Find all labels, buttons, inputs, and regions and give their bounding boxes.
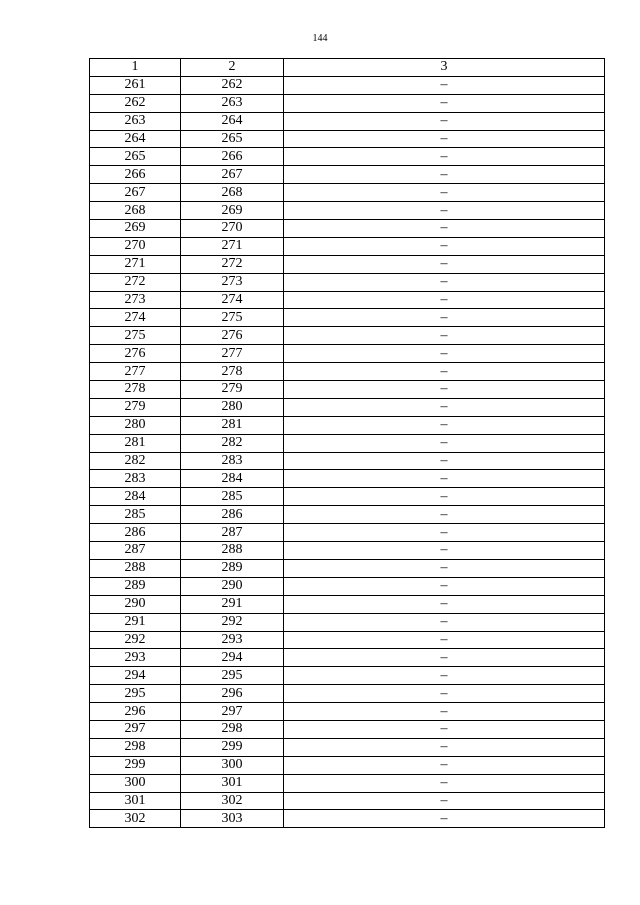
table-cell-col-2: 263 (181, 94, 284, 112)
table-cell-col-2: 287 (181, 524, 284, 542)
table-cell-col-2: 295 (181, 667, 284, 685)
table-row (90, 76, 605, 94)
table-cell-col-1: 277 (90, 363, 181, 381)
table-cell-col-2: 293 (181, 631, 284, 649)
table-cell-col-1: 268 (90, 202, 181, 220)
table-cell-col-1: 263 (90, 112, 181, 130)
page-number: 144 (312, 33, 328, 44)
table-row (90, 506, 605, 524)
table-cell-col-1: 299 (90, 756, 181, 774)
table-cell-col-3: – (284, 255, 605, 273)
table-cell-col-1: 265 (90, 148, 181, 166)
table-cell-col-2: 292 (181, 613, 284, 631)
table-row (90, 452, 605, 470)
table-cell-col-2: 296 (181, 685, 284, 703)
table-row (90, 649, 605, 667)
table-cell-col-2: 283 (181, 452, 284, 470)
table-cell-col-3: – (284, 488, 605, 506)
table-row (90, 792, 605, 810)
table-cell-col-3: – (284, 470, 605, 488)
table-cell-col-2: 290 (181, 577, 284, 595)
table-cell-col-2: 271 (181, 237, 284, 255)
table-row (90, 112, 605, 130)
table-cell-col-1: 278 (90, 381, 181, 399)
table-cell-col-1: 270 (90, 237, 181, 255)
table-row (90, 237, 605, 255)
table-row (90, 220, 605, 238)
table-cell-col-3: – (284, 452, 605, 470)
table-cell-col-1: 295 (90, 685, 181, 703)
table-row (90, 470, 605, 488)
table-cell-col-3: – (284, 363, 605, 381)
table-row (90, 363, 605, 381)
column-header-1: 1 (90, 59, 181, 77)
table-cell-col-2: 273 (181, 273, 284, 291)
table-cell-col-2: 291 (181, 595, 284, 613)
table-cell-col-3: – (284, 631, 605, 649)
table-row (90, 685, 605, 703)
table-cell-col-1: 281 (90, 434, 181, 452)
table-row (90, 631, 605, 649)
table-cell-col-2: 302 (181, 792, 284, 810)
table-cell-col-2: 272 (181, 255, 284, 273)
column-header-3: 3 (284, 59, 605, 77)
table-cell-col-2: 276 (181, 327, 284, 345)
table-row (90, 524, 605, 542)
table-row (90, 94, 605, 112)
table-cell-col-3: – (284, 756, 605, 774)
table-cell-col-2: 288 (181, 542, 284, 560)
table-cell-col-3: – (284, 559, 605, 577)
table-cell-col-2: 281 (181, 416, 284, 434)
table-cell-col-3: – (284, 381, 605, 399)
table-cell-col-3: – (284, 685, 605, 703)
table-cell-col-1: 302 (90, 810, 181, 828)
table-cell-col-3: – (284, 595, 605, 613)
table-cell-col-3: – (284, 577, 605, 595)
table-cell-col-2: 270 (181, 220, 284, 238)
table-cell-col-1: 285 (90, 506, 181, 524)
table-row (90, 416, 605, 434)
table-row (90, 667, 605, 685)
table-cell-col-1: 298 (90, 738, 181, 756)
table-cell-col-1: 272 (90, 273, 181, 291)
table-cell-col-3: – (284, 237, 605, 255)
table-cell-col-3: – (284, 184, 605, 202)
table-cell-col-2: 300 (181, 756, 284, 774)
table-row (90, 559, 605, 577)
table-cell-col-3: – (284, 774, 605, 792)
table-cell-col-3: – (284, 273, 605, 291)
table-cell-col-2: 267 (181, 166, 284, 184)
table-cell-col-1: 294 (90, 667, 181, 685)
table-header-row (90, 59, 605, 77)
table-cell-col-3: – (284, 94, 605, 112)
table-cell-col-3: – (284, 345, 605, 363)
table-cell-col-1: 289 (90, 577, 181, 595)
table-row (90, 756, 605, 774)
table-cell-col-2: 282 (181, 434, 284, 452)
table-cell-col-1: 274 (90, 309, 181, 327)
table-cell-col-3: – (284, 202, 605, 220)
table-cell-col-1: 266 (90, 166, 181, 184)
table-row (90, 130, 605, 148)
table-cell-col-1: 267 (90, 184, 181, 202)
column-header-2: 2 (181, 59, 284, 77)
table-cell-col-1: 275 (90, 327, 181, 345)
table-cell-col-2: 303 (181, 810, 284, 828)
table-cell-col-2: 274 (181, 291, 284, 309)
table-cell-col-3: – (284, 220, 605, 238)
table-cell-col-1: 293 (90, 649, 181, 667)
table-row (90, 488, 605, 506)
table-row (90, 202, 605, 220)
table-cell-col-2: 294 (181, 649, 284, 667)
table-row (90, 810, 605, 828)
table-cell-col-3: – (284, 416, 605, 434)
table-cell-col-3: – (284, 810, 605, 828)
table-cell-col-3: – (284, 148, 605, 166)
table-cell-col-2: 275 (181, 309, 284, 327)
table-cell-col-3: – (284, 130, 605, 148)
table-cell-col-1: 262 (90, 94, 181, 112)
table-row (90, 148, 605, 166)
table-row (90, 738, 605, 756)
table-row (90, 345, 605, 363)
table-cell-col-3: – (284, 398, 605, 416)
table-cell-col-2: 277 (181, 345, 284, 363)
table-cell-col-3: – (284, 309, 605, 327)
table-cell-col-1: 276 (90, 345, 181, 363)
table-cell-col-2: 266 (181, 148, 284, 166)
table-row (90, 327, 605, 345)
table-cell-col-2: 264 (181, 112, 284, 130)
table-row (90, 381, 605, 399)
table-cell-col-2: 298 (181, 720, 284, 738)
table-cell-col-1: 291 (90, 613, 181, 631)
table-cell-col-1: 264 (90, 130, 181, 148)
table-cell-col-1: 261 (90, 76, 181, 94)
table-cell-col-1: 290 (90, 595, 181, 613)
table-cell-col-3: – (284, 506, 605, 524)
table-cell-col-3: – (284, 667, 605, 685)
table-cell-col-1: 292 (90, 631, 181, 649)
table-row (90, 774, 605, 792)
table-cell-col-3: – (284, 524, 605, 542)
table-row (90, 184, 605, 202)
table-cell-col-1: 301 (90, 792, 181, 810)
table-cell-col-1: 283 (90, 470, 181, 488)
table-cell-col-3: – (284, 76, 605, 94)
table-cell-col-2: 301 (181, 774, 284, 792)
table-cell-col-1: 282 (90, 452, 181, 470)
table-cell-col-1: 288 (90, 559, 181, 577)
table-row (90, 720, 605, 738)
table-cell-col-2: 285 (181, 488, 284, 506)
table-cell-col-3: – (284, 327, 605, 345)
table-cell-col-1: 284 (90, 488, 181, 506)
table-row (90, 309, 605, 327)
table-cell-col-1: 279 (90, 398, 181, 416)
table-row (90, 613, 605, 631)
table-cell-col-1: 286 (90, 524, 181, 542)
table-row (90, 166, 605, 184)
table-cell-col-3: – (284, 613, 605, 631)
table-row (90, 255, 605, 273)
table-cell-col-3: – (284, 166, 605, 184)
table-cell-col-1: 271 (90, 255, 181, 273)
table-row (90, 291, 605, 309)
table-row (90, 434, 605, 452)
table-cell-col-3: – (284, 649, 605, 667)
table-cell-col-3: – (284, 542, 605, 560)
table-cell-col-3: – (284, 738, 605, 756)
table-cell-col-2: 286 (181, 506, 284, 524)
table-cell-col-1: 296 (90, 703, 181, 721)
table-cell-col-3: – (284, 112, 605, 130)
table-cell-col-2: 268 (181, 184, 284, 202)
table-cell-col-1: 280 (90, 416, 181, 434)
table-cell-col-3: – (284, 720, 605, 738)
table-cell-col-2: 269 (181, 202, 284, 220)
table-row (90, 273, 605, 291)
table-cell-col-3: – (284, 434, 605, 452)
table-cell-col-2: 297 (181, 703, 284, 721)
table-cell-col-2: 299 (181, 738, 284, 756)
table-cell-col-2: 280 (181, 398, 284, 416)
table-cell-col-1: 273 (90, 291, 181, 309)
table-cell-col-1: 297 (90, 720, 181, 738)
table-cell-col-1: 300 (90, 774, 181, 792)
table-cell-col-2: 279 (181, 381, 284, 399)
table-body (90, 76, 605, 827)
table-cell-col-1: 269 (90, 220, 181, 238)
table-cell-col-2: 289 (181, 559, 284, 577)
table-cell-col-3: – (284, 792, 605, 810)
table-cell-col-2: 262 (181, 76, 284, 94)
table-row (90, 703, 605, 721)
data-table (89, 58, 605, 828)
table-cell-col-2: 284 (181, 470, 284, 488)
table-cell-col-2: 278 (181, 363, 284, 381)
table-cell-col-3: – (284, 291, 605, 309)
table-row (90, 577, 605, 595)
table-row (90, 542, 605, 560)
table-cell-col-1: 287 (90, 542, 181, 560)
table-row (90, 398, 605, 416)
table-row (90, 595, 605, 613)
table-cell-col-2: 265 (181, 130, 284, 148)
table-cell-col-3: – (284, 703, 605, 721)
